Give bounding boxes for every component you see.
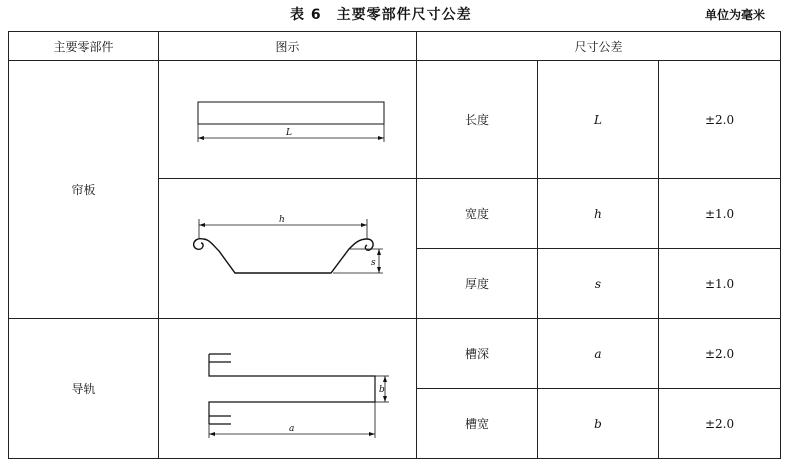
figure-width-cell bbox=[159, 179, 417, 319]
figure-curtain-profile bbox=[183, 209, 393, 289]
row-symbol: a bbox=[538, 319, 659, 389]
row-tolerance: ±1.0 bbox=[659, 249, 781, 319]
table-row-depth bbox=[9, 319, 781, 389]
figure-thickness-label: s bbox=[370, 257, 376, 268]
header-tolerance: 尺寸公差 bbox=[417, 32, 781, 61]
row-name: 槽深 bbox=[417, 319, 538, 389]
row-name: 长度 bbox=[417, 61, 538, 179]
figure-rail-cell bbox=[159, 319, 417, 459]
part-rail: 导轨 bbox=[9, 319, 159, 459]
row-symbol: L bbox=[538, 61, 659, 179]
row-symbol: b bbox=[538, 389, 659, 459]
figure-length-cell bbox=[159, 61, 417, 179]
figure-depth-label: a bbox=[288, 423, 294, 434]
figure-width-label: h bbox=[278, 214, 285, 225]
row-name: 宽度 bbox=[417, 179, 538, 249]
row-symbol: s bbox=[538, 249, 659, 319]
row-name: 槽宽 bbox=[417, 389, 538, 459]
table-title: 表 6 主要零部件尺寸公差 bbox=[290, 7, 472, 23]
figure-rail-profile bbox=[183, 334, 393, 444]
header-row bbox=[9, 32, 781, 61]
figure-length-label: L bbox=[285, 127, 292, 138]
title-bar bbox=[0, 0, 787, 30]
row-tolerance: ±2.0 bbox=[659, 61, 781, 179]
row-tolerance: ±1.0 bbox=[659, 179, 781, 249]
figure-length bbox=[188, 90, 388, 150]
header-part: 主要零部件 bbox=[9, 32, 159, 61]
figure-slot-width-label: b bbox=[378, 384, 385, 395]
row-name: 厚度 bbox=[417, 249, 538, 319]
tolerance-table bbox=[8, 31, 781, 459]
row-tolerance: ±2.0 bbox=[659, 389, 781, 459]
unit-label: 单位为毫米 bbox=[704, 8, 765, 22]
header-figure: 图示 bbox=[159, 32, 417, 61]
table-row-length bbox=[9, 61, 781, 179]
part-curtain: 帘板 bbox=[9, 61, 159, 319]
row-tolerance: ±2.0 bbox=[659, 319, 781, 389]
row-symbol: h bbox=[538, 179, 659, 249]
